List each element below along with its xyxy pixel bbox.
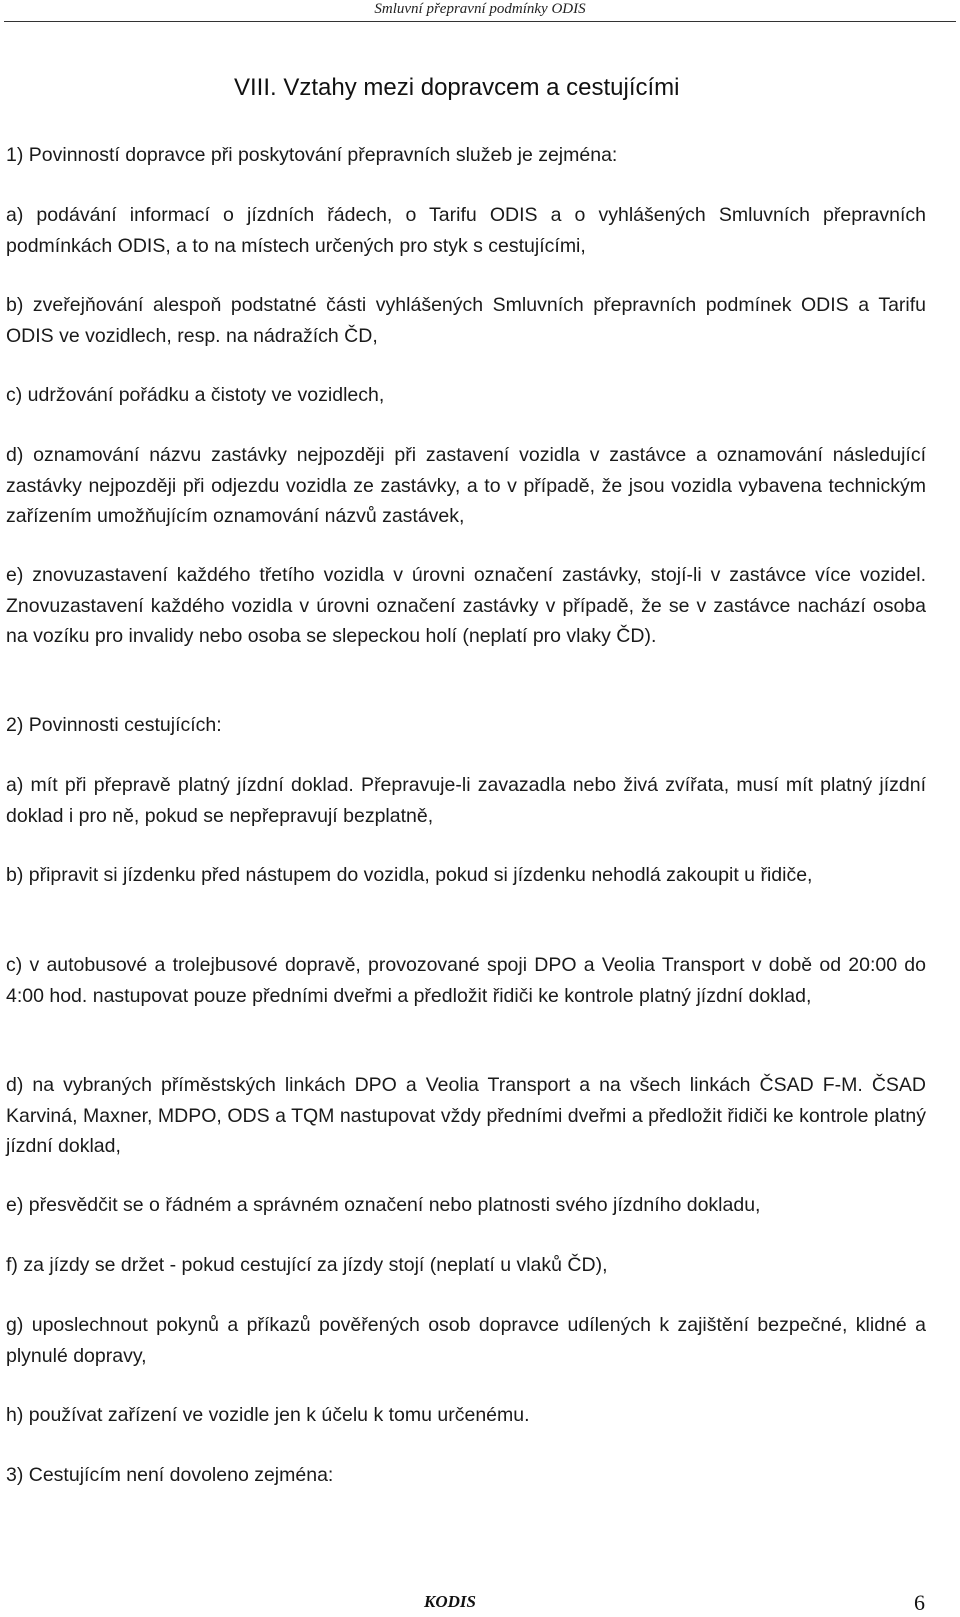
paragraph-duty-c: c) v autobusové a trolejbusové dopravě, provozované spoji DPO a Veolia Transport v době od 20:00 do 4:00 hod. nastupovat pouze předními dveřmi a předložit řidiči ke kontrole platný jízdní doklad, [6, 954, 926, 1007]
header-divider [4, 21, 956, 22]
section-title: VIII. Vztahy mezi dopravcem a cestujícími [234, 74, 680, 101]
paragraph-duty-d: d) na vybraných příměstských linkách DPO a Veolia Transport a na všech linkách ČSAD F-M. ČSAD Karviná, Maxner, MDPO, ODS a TQM nastupovat vždy předními dveřmi a předložit řidiči ke kontrole platný jízdní doklad, [6, 1074, 926, 1157]
paragraph-item-d: d) oznamování názvu zastávky nejpozději při zastavení vozidla v zastávce a oznamování následující zastávky nejpozději při odjezdu vozidla ze zastávky, a to v případě, že jsou vozidla vybavena technickým zařízením umožňujícím oznamování názvů zastávek, [6, 444, 926, 527]
paragraph-item-e: e) znovuzastavení každého třetího vozidla v úrovni označení zastávky, stojí-li v zastávce více vozidel. Znovuzastavení každého vozidla v úrovni označení zastávky v případě, že se v zastávce nachází osoba na vozíku pro invalidy nebo osoba se slepeckou holí (neplatí pro vlaky ČD). [6, 564, 926, 647]
paragraph-intro: 1) Povinností dopravce při poskytování přepravních služeb je zejména: [6, 144, 618, 166]
paragraph-item-c: c) udržování pořádku a čistoty ve vozidlech, [6, 384, 385, 406]
paragraph-duty-b: b) připravit si jízdenku před nástupem do vozidla, pokud si jízdenku nehodlá zakoupit u řidiče, [6, 864, 813, 886]
paragraph-item-a: a) podávání informací o jízdních řádech, o Tarifu ODIS a o vyhlášených Smluvních přepravních podmínkách ODIS, a to na místech určených pro styk s cestujícími, [6, 204, 926, 257]
paragraph-duty-a: a) mít při přepravě platný jízdní doklad. Přepravuje-li zavazadla nebo živá zvířata, musí mít platný jízdní doklad i pro ně, pokud se nepřepravují bezplatně, [6, 774, 926, 827]
paragraph-passenger-duties: 2) Povinnosti cestujících: [6, 714, 222, 736]
paragraph-duty-h: h) používat zařízení ve vozidle jen k účelu k tomu určenému. [6, 1404, 530, 1426]
paragraph-duty-e: e) přesvědčit se o řádném a správném označení nebo platnosti svého jízdního dokladu, [6, 1194, 761, 1216]
page-number: 6 [914, 1590, 925, 1615]
paragraph-item-b: b) zveřejňování alespoň podstatné části vyhlášených Smluvních přepravních podmínek ODIS a Tarifu ODIS ve vozidlech, resp. na nádražích ČD, [6, 294, 926, 347]
running-header: Smluvní přepravní podmínky ODIS [374, 1, 586, 17]
footer-brand: KODIS [424, 1592, 476, 1611]
paragraph-duty-f: f) za jízdy se držet - pokud cestující za jízdy stojí (neplatí u vlaků ČD), [6, 1254, 608, 1276]
paragraph-duty-g: g) uposlechnout pokynů a příkazů pověřených osob dopravce udílených k zajištění bezpečné, klidné a plynulé dopravy, [6, 1314, 926, 1367]
paragraph-prohibitions: 3) Cestujícím není dovoleno zejména: [6, 1464, 334, 1486]
